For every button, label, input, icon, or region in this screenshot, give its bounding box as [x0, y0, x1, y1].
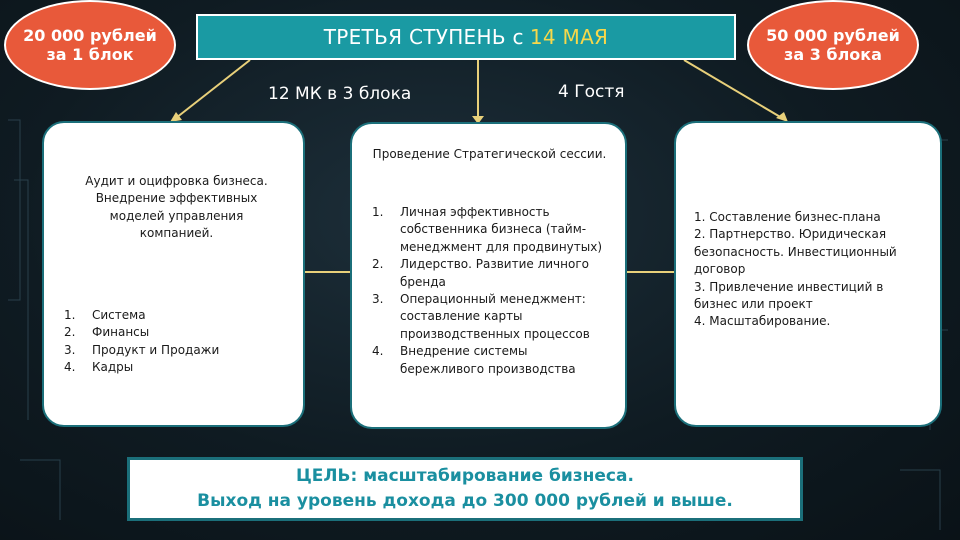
list-item: 4. Внедрение системы бережливого производства	[372, 344, 576, 376]
stage-title-text: ТРЕТЬЯ СТУПЕНЬ с	[323, 25, 524, 49]
block-strategy-intro: Проведение Стратегической сессии.	[372, 147, 607, 161]
masterclass-count-label: 12 МК в 3 блока	[268, 84, 412, 104]
block-audit-card	[42, 121, 305, 427]
list-item: 3. Продукт и Продажи	[64, 342, 220, 357]
goal-line-1: ЦЕЛЬ: масштабирование бизнеса.	[296, 466, 634, 486]
list-item: 2. Лидерство. Развитие личного бренда	[372, 257, 589, 289]
list-item: 1. Составление бизнес-плана	[694, 210, 881, 224]
block-strategy-card	[350, 122, 627, 429]
block-investment-card	[674, 121, 942, 427]
list-item: 2. Партнерство. Юридическая безопасность. Инвестиционный договор	[694, 227, 897, 277]
goal-line-2: Выход на уровень дохода до 300 000 рублей и выше.	[197, 490, 733, 511]
price-badge-one-block	[4, 0, 176, 90]
price-badge-three-blocks-text: 50 000 рублей за 3 блока	[766, 25, 900, 64]
guests-count-label: 4 Гостя	[558, 82, 625, 102]
list-item: 2. Финансы	[64, 325, 150, 340]
block-audit-list	[64, 307, 219, 377]
block-investment-list	[694, 209, 930, 331]
goal-box	[127, 457, 803, 521]
price-badge-three-blocks	[747, 0, 919, 90]
stage-title-box	[196, 14, 736, 60]
list-item: 1. Личная эффективность собственника бизнеса (тайм-менеджмент для продвинутых)	[372, 205, 603, 254]
block-strategy-list	[372, 204, 612, 378]
block-audit-intro: Аудит и оцифровка бизнеса. Внедрение эффективных моделей управления компанией.	[85, 174, 268, 241]
price-badge-one-block-text: 20 000 рублей за 1 блок	[23, 25, 157, 64]
stage-title-date: 14 МАЯ	[529, 25, 609, 49]
list-item: 4. Кадры	[64, 360, 134, 375]
list-item: 4. Масштабирование.	[694, 314, 831, 329]
list-item: 3. Привлечение инвестиций в бизнес или проект	[694, 279, 884, 311]
list-item: 3. Операционный менеджмент: составление карты производственных процессов	[372, 291, 590, 341]
list-item: 1. Система	[64, 308, 146, 322]
